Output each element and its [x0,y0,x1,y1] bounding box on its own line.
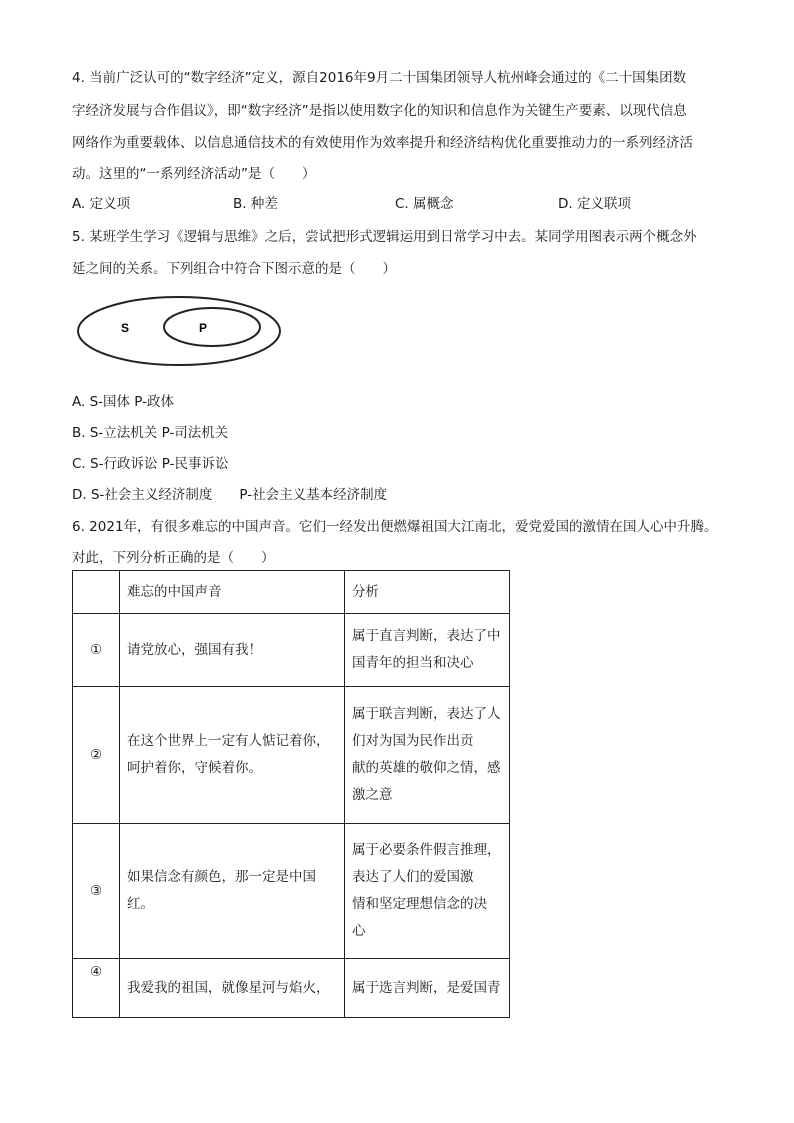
analysis-line: 属于直言判断，表达了中 [352,628,501,644]
label-p: P [199,321,208,335]
analysis-line: 情和坚定理想信念的决 [352,896,487,912]
q4-option-b: B. 种差 [233,196,278,212]
analysis-cell [345,687,510,824]
q5-option-d: D. S-社会主义经济制度 P-社会主义基本经济制度 [72,487,388,503]
voice-line: 请党放心，强国有我！ [127,641,262,658]
q5-option-a: A. S-国体 P-政体 [72,394,175,410]
q5-option-c: C. S-行政诉讼 P-民事诉讼 [72,456,229,472]
inner-ellipse-p [164,308,260,346]
q4-line-2: 字经济发展与合作倡议》，即“数字经济”是指以使用数字化的知识和信息作为关键生产要素、以现代信息 [72,103,687,119]
q6-table [72,570,510,1018]
q4-line-3: 网络作为重要载体、以信息通信技术的有效使用作为效率提升和经济结构优化重要推动力的一系列经济活 [72,135,693,151]
analysis-line: 国青年的担当和决心 [352,655,474,671]
voice-cell [120,959,345,1018]
voice-line: 在这个世界上一定有人惦记着你， [127,733,330,749]
analysis-line: 激之意 [352,787,393,803]
table-row [73,959,510,1018]
voice-cell [120,614,345,687]
q4-option-d: D. 定义联项 [558,196,631,212]
label-s: S [121,321,130,335]
analysis-line: 属于联言判断，表达了人 [352,706,501,722]
row-number: ② [73,687,120,824]
row-number: ④ [73,959,120,1018]
header-cell-analysis: 分析 [345,571,510,614]
q5-line-2: 延之间的关系。下列组合中符合下图示意的是（ ） [72,261,396,277]
voice-line: 如果信念有颜色，那一定是中国红。 [127,869,316,912]
table-header-row [73,571,510,614]
q4-option-c: C. 属概念 [395,196,454,212]
q5-option-b: B. S-立法机关 P-司法机关 [72,425,229,441]
analysis-line: 心 [352,923,366,939]
analysis-line: 献的英雄的敬仰之情，感 [352,760,501,776]
q4-line-4: 动。这里的“一系列经济活动”是（ ） [72,166,316,182]
q5-line-1: 5. 某班学生学习《逻辑与思维》之后，尝试把形式逻辑运用到日常学习中去。某同学用图表示两个概念外 [72,229,697,245]
q4-line-1: 4. 当前广泛认可的“数字经济”定义，源自2016年9月二十国集团领导人杭州峰会通过的《二十国集团数 [72,70,687,86]
row-number: ③ [73,824,120,959]
q6-line-1: 6. 2021年，有很多难忘的中国声音。它们一经发出便燃爆祖国大江南北，爱党爱国的激情在国人心中升腾。 [72,519,718,535]
venn-diagram [76,295,284,367]
voice-line: 呵护着你，守候着你。 [127,760,262,776]
outer-ellipse-s [78,297,280,365]
analysis-cell [345,614,510,687]
analysis-line: 表达了人们的爱国激 [352,869,474,885]
voice-line: 我爱我的祖国，就像星河与焰火， [127,979,330,996]
analysis-line: 们对为国为民作出贡 [352,733,474,749]
voice-cell [120,687,345,824]
q6-line-2: 对此，下列分析正确的是（ ） [72,550,275,566]
q4-option-a: A. 定义项 [72,196,131,212]
analysis-cell [345,824,510,959]
table-row [73,687,510,824]
analysis-line: 属于选言判断，是爱国青 [352,979,501,996]
header-cell-num [73,571,120,614]
analysis-cell [345,959,510,1018]
row-number: ① [73,614,120,687]
table-row [73,614,510,687]
voice-cell [120,824,345,959]
header-cell-voice: 难忘的中国声音 [120,571,345,614]
analysis-line: 属于必要条件假言推理， [352,842,501,858]
table-row [73,824,510,959]
